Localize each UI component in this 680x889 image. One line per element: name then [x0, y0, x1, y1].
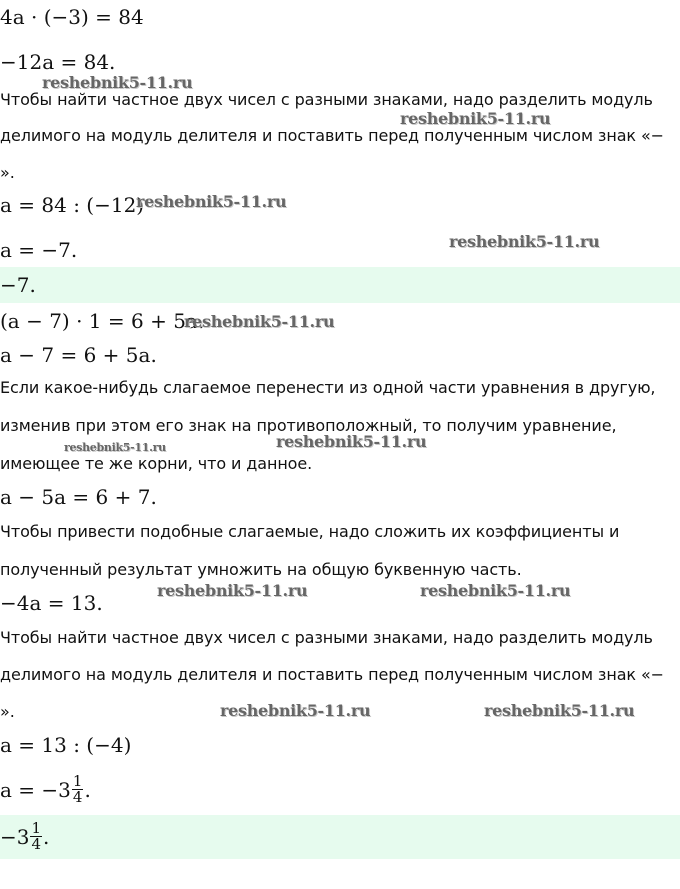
watermark: reshebnik5-11.ru [42, 73, 193, 92]
rule-4-line-3: ». [0, 702, 15, 721]
equation-10-prefix: a = −3 [0, 778, 71, 802]
watermark: reshebnik5-11.ru [136, 192, 287, 211]
rule-1-line-3: ». [0, 163, 15, 182]
equation-9: a = 13 : (−4) [0, 733, 132, 757]
equation-4: a = −7. [0, 238, 78, 262]
watermark: reshebnik5-11.ru [184, 312, 335, 331]
answer-2-denominator: 4 [31, 835, 42, 853]
equation-10-numerator: 1 [72, 772, 83, 790]
rule-1-line-2: делимого на модуль делителя и поставить перед полученным числом знак «− [0, 126, 664, 145]
equation-10 [0, 772, 91, 807]
answer-2-prefix: −3 [0, 825, 30, 849]
rule-2-line-2: изменив при этом его знак на противоположный, то получим уравнение, [0, 416, 617, 435]
equation-6: a − 7 = 6 + 5a. [0, 343, 157, 367]
watermark: reshebnik5-11.ru [420, 581, 571, 600]
rule-1-line-1: Чтобы найти частное двух чисел с разными знаками, надо разделить модуль [0, 90, 653, 109]
watermark: reshebnik5-11.ru [276, 432, 427, 451]
rule-3-line-1: Чтобы привести подобные слагаемые, надо сложить их коэффициенты и [0, 522, 620, 541]
watermark: reshebnik5-11.ru [484, 701, 635, 720]
equation-7: a − 5a = 6 + 7. [0, 485, 157, 509]
equation-10-suffix: . [84, 778, 91, 802]
watermark: reshebnik5-11.ru [400, 109, 551, 128]
answer-block-2 [0, 815, 680, 859]
equation-10-fraction [72, 774, 84, 805]
answer-block-1 [0, 267, 680, 303]
answer-2 [0, 819, 50, 854]
equation-3: a = 84 : (−12) [0, 193, 145, 217]
rule-2-line-3: имеющее те же корни, что и данное. [0, 454, 313, 473]
watermark: reshebnik5-11.ru [157, 581, 308, 600]
equation-8: −4a = 13. [0, 591, 103, 615]
rule-4-line-2: делимого на модуль делителя и поставить перед полученным числом знак «− [0, 665, 664, 684]
watermark: reshebnik5-11.ru [449, 232, 600, 251]
watermark: reshebnik5-11.ru [220, 701, 371, 720]
equation-2: −12a = 84. [0, 50, 116, 74]
answer-2-numerator: 1 [31, 819, 42, 837]
equation-10-denominator: 4 [72, 788, 83, 806]
answer-2-fraction [30, 821, 42, 852]
watermark: reshebnik5-11.ru [64, 441, 166, 454]
equation-1: 4a · (−3) = 84 [0, 5, 144, 29]
answer-1: −7. [0, 273, 36, 297]
rule-2-line-1: Если какое-нибудь слагаемое перенести из одной части уравнения в другую, [0, 378, 656, 397]
answer-2-suffix: . [43, 825, 50, 849]
equation-5: (a − 7) · 1 = 6 + 5a. [0, 309, 205, 333]
rule-3-line-2: полученный результат умножить на общую буквенную часть. [0, 560, 522, 579]
rule-4-line-1: Чтобы найти частное двух чисел с разными знаками, надо разделить модуль [0, 628, 653, 647]
